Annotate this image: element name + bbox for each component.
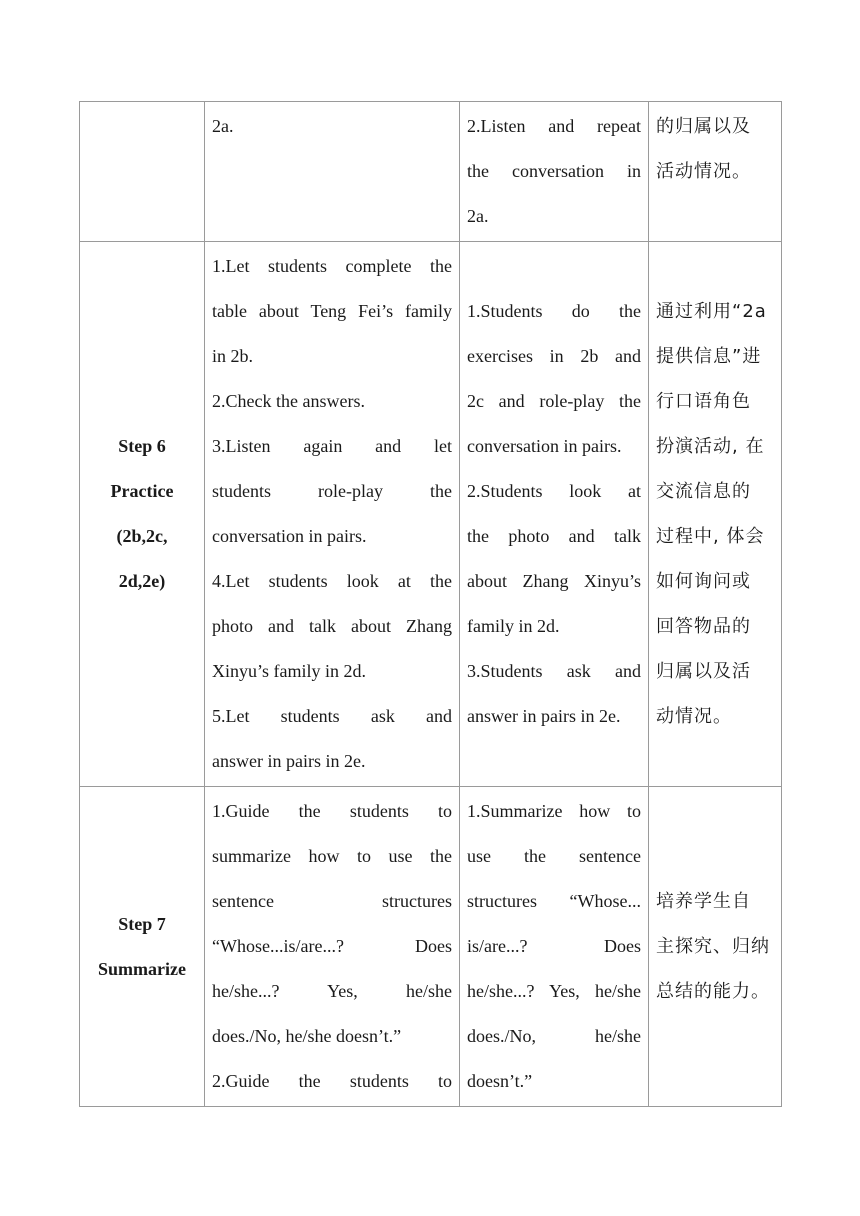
text-line: 过程中, 体会: [656, 526, 765, 547]
student-activity-cell: [460, 242, 649, 787]
text-line: the photo and talk: [467, 526, 641, 546]
step-label: (2b,2c,: [116, 526, 168, 546]
text-line: 的归属以及: [656, 116, 751, 137]
table-row: [80, 102, 782, 242]
step-cell: [80, 787, 205, 1107]
text-line: 2.Check the answers.: [212, 391, 365, 411]
text-line: 2.Listen and repeat: [467, 116, 641, 136]
table-row: [80, 787, 782, 1107]
step-label: Summarize: [98, 958, 186, 979]
text-line: summarize how to use the: [212, 846, 452, 866]
step-label: 2d,2e): [118, 571, 166, 591]
text-line: 2a.: [212, 116, 234, 136]
step-label: Step 6: [118, 436, 166, 456]
lesson-plan-table: [79, 101, 782, 1107]
text-line: does./No, he/she doesn’t.”: [212, 1026, 402, 1046]
text-line: does./No, he/she: [467, 1026, 641, 1046]
text-line: “Whose...is/are...? Does: [212, 936, 452, 956]
text-line: 2c and role-play the: [467, 391, 641, 411]
text-line: sentence structures: [212, 891, 452, 911]
table-row: [80, 242, 782, 787]
text-line: is/are...? Does: [467, 936, 641, 956]
text-line: students role-play the: [212, 481, 452, 501]
text-line: 3.Students ask and: [467, 661, 641, 681]
text-line: 1.Summarize how to: [467, 801, 641, 821]
text-line: 行口语角色: [656, 391, 751, 412]
text-line: 培养学生自: [656, 891, 751, 912]
text-line: doesn’t.”: [467, 1071, 533, 1091]
text-line: 如何询问或: [656, 571, 751, 592]
text-line: 归属以及活: [656, 661, 751, 682]
text-line: 2a.: [467, 206, 489, 226]
text-line: exercises in 2b and: [467, 346, 641, 366]
text-line: table about Teng Fei’s family: [212, 301, 452, 321]
text-line: answer in pairs in 2e.: [212, 751, 366, 771]
step-label: Practice: [110, 481, 174, 501]
text-line: in 2b.: [212, 346, 254, 366]
purpose-cell: [649, 787, 782, 1107]
text-line: conversation in pairs.: [212, 526, 367, 546]
text-line: 1.Students do the: [467, 301, 641, 321]
text-line: he/she...? Yes, he/she: [212, 981, 452, 1001]
text-line: 3.Listen again and let: [212, 436, 452, 456]
step-cell: [80, 242, 205, 787]
purpose-cell: [649, 102, 782, 242]
text-line: the conversation in: [467, 161, 641, 181]
text-line: 主探究、归纳: [656, 936, 770, 957]
text-line: 1.Guide the students to: [212, 801, 452, 821]
text-line: 动情况。: [656, 706, 732, 727]
text-line: 4.Let students look at the: [212, 571, 452, 591]
text-line: 提供信息”进: [656, 346, 762, 367]
text-line: answer in pairs in 2e.: [467, 706, 621, 726]
student-activity-cell: [460, 102, 649, 242]
text-line: Xinyu’s family in 2d.: [212, 661, 366, 681]
purpose-cell: [649, 242, 782, 787]
text-line: 5.Let students ask and: [212, 706, 452, 726]
text-line: 交流信息的: [656, 481, 751, 502]
text-line: conversation in pairs.: [467, 436, 622, 456]
student-activity-cell: [460, 787, 649, 1107]
text-line: 活动情况。: [656, 161, 751, 182]
step-label: Step 7: [118, 913, 166, 934]
text-line: 通过利用“2a: [656, 301, 767, 322]
text-line: 1.Let students complete the: [212, 256, 452, 276]
text-line: he/she...? Yes, he/she: [467, 981, 641, 1001]
text-line: 扮演活动, 在: [656, 436, 765, 457]
text-line: about Zhang Xinyu’s: [467, 571, 641, 591]
text-line: photo and talk about Zhang: [212, 616, 452, 636]
text-line: family in 2d.: [467, 616, 560, 636]
text-line: 回答物品的: [656, 616, 751, 637]
text-line: 2.Students look at: [467, 481, 641, 501]
teacher-activity-cell: [205, 787, 460, 1107]
teacher-activity-cell: [205, 242, 460, 787]
text-line: structures “Whose...: [467, 891, 641, 911]
text-line: 2.Guide the students to: [212, 1071, 452, 1091]
text-line: 总结的能力。: [656, 981, 770, 1002]
text-line: use the sentence: [467, 846, 641, 866]
step-cell: [80, 102, 205, 242]
teacher-activity-cell: [205, 102, 460, 242]
